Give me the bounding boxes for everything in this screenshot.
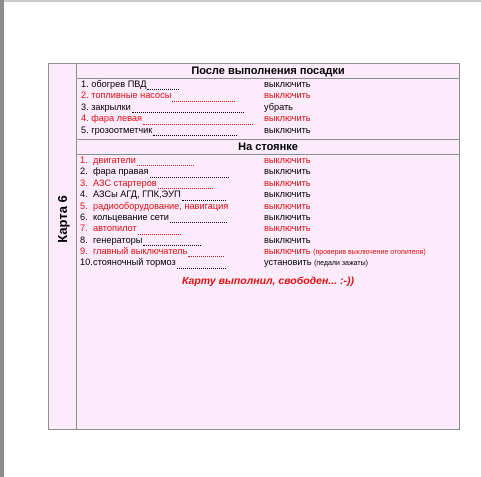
item-label: автопилот (93, 223, 137, 234)
card-content (77, 64, 459, 429)
dot-leader (177, 261, 226, 269)
dot-leader (132, 105, 244, 113)
card-side-column (49, 64, 77, 429)
checklist-row (77, 90, 459, 101)
item-action-text: выключить (264, 246, 311, 257)
item-action (264, 155, 311, 166)
item-action (264, 79, 311, 90)
dot-leader (147, 82, 179, 90)
dot-leader (188, 249, 224, 257)
dot-leader (153, 128, 237, 136)
checklist-card (48, 63, 460, 430)
item-number: 3. (80, 177, 88, 188)
item-action-text: выключить (264, 79, 311, 89)
item-action-text: выключить (264, 166, 311, 177)
item-action-text: выключить (264, 234, 311, 245)
dot-leader (158, 181, 213, 189)
item-label-wrap (81, 90, 235, 101)
item-label: фара правая (93, 166, 149, 177)
checklist-row (77, 201, 459, 212)
item-action (264, 223, 311, 234)
item-action-text: выключить (264, 177, 311, 188)
item-label: стояночный тормоз (93, 257, 176, 268)
item-action-text: выключить (264, 223, 311, 234)
item-label: кольцевание сети (93, 211, 169, 222)
dot-leader (143, 117, 253, 125)
item-action-text: выключить (264, 113, 311, 124)
item-action-text: выключить (264, 189, 311, 200)
checklist-row (77, 212, 459, 223)
item-label-wrap (93, 235, 201, 246)
checklist-row (77, 79, 459, 90)
item-label: 1. обогрев ПВД (81, 79, 147, 89)
item-label-wrap (93, 178, 213, 189)
item-label-wrap (93, 246, 224, 257)
item-label: АЗС стартеров (93, 177, 157, 188)
item-label: генераторы (93, 234, 143, 245)
item-action (264, 212, 311, 223)
checklist-row (77, 235, 459, 246)
item-label-wrap (81, 79, 179, 90)
item-label: 5. грозоотметчик (81, 124, 153, 135)
item-action (264, 166, 311, 177)
checklist-row (77, 189, 459, 200)
item-label-wrap (81, 125, 237, 136)
checklist-row (77, 257, 459, 268)
item-label: АЗСы АГД, ГПК,ЭУП (93, 189, 181, 200)
item-label-wrap (93, 201, 228, 212)
item-label-wrap (93, 189, 226, 200)
parking-list (77, 155, 459, 269)
dot-leader (137, 158, 194, 166)
dot-leader (172, 94, 235, 102)
dot-leader (170, 215, 227, 223)
after-landing-list (77, 79, 459, 136)
dot-leader (150, 170, 229, 178)
item-action (264, 113, 311, 124)
checklist-row (77, 246, 459, 257)
item-number: 4. (80, 189, 88, 200)
item-label: двигатели (93, 154, 136, 165)
item-number: 6. (80, 211, 88, 222)
item-number: 7. (80, 223, 88, 234)
item-label: 4. фара левая (81, 113, 142, 124)
item-action-text: выключить (264, 211, 311, 222)
checklist-row (77, 223, 459, 234)
item-label: главный выключатель (93, 246, 188, 257)
item-note: (проверив выключение отопителя) (313, 249, 426, 257)
item-action-text: выключить (264, 200, 311, 211)
item-label: 3. закрылки (81, 101, 131, 112)
item-action (264, 90, 311, 101)
item-label-wrap (93, 223, 181, 234)
item-action-text: выключить (264, 154, 311, 165)
item-action (264, 257, 368, 269)
item-action-text: установить (264, 257, 312, 268)
item-action (264, 178, 311, 189)
item-action-text: убрать (264, 101, 293, 112)
closing-phrase: Карту выполнил, свободен... :-)) (182, 274, 354, 287)
document-page (4, 2, 481, 477)
item-number: 1. (80, 154, 88, 165)
checklist-row (77, 113, 459, 124)
item-number: 5. (80, 200, 88, 211)
dot-leader (138, 227, 181, 235)
item-label: радиооборудование, навигация (93, 200, 229, 211)
section-title-parking: На стоянке (77, 139, 459, 155)
item-label-wrap (93, 212, 227, 223)
card-number-label: Карта 6 (55, 195, 70, 243)
item-action (264, 201, 311, 212)
item-number: 2. (80, 166, 88, 177)
item-number: 9. (80, 246, 88, 257)
checklist-row (77, 102, 459, 113)
item-label-wrap (81, 113, 253, 124)
item-number: 8. (80, 234, 88, 245)
checklist-row (77, 125, 459, 136)
item-label-wrap (93, 166, 229, 177)
dot-leader (143, 238, 201, 246)
item-action-text: выключить (264, 90, 311, 101)
item-action (264, 102, 293, 113)
item-label-wrap (93, 257, 226, 268)
checklist-row (77, 166, 459, 177)
item-label: 2. топливные насосы (81, 90, 172, 101)
dot-leader (182, 193, 226, 201)
item-note: (педали зажаты) (314, 260, 368, 268)
item-action-text: выключить (264, 124, 311, 135)
checklist-row (77, 178, 459, 189)
section-title-after-landing: После выполнения посадки (77, 64, 459, 79)
checklist-row (77, 155, 459, 166)
item-action (264, 235, 311, 246)
item-action (264, 189, 311, 200)
item-action (264, 125, 311, 136)
item-label-wrap (81, 102, 244, 113)
item-number: 10. (80, 257, 93, 268)
item-label-wrap (93, 155, 194, 166)
